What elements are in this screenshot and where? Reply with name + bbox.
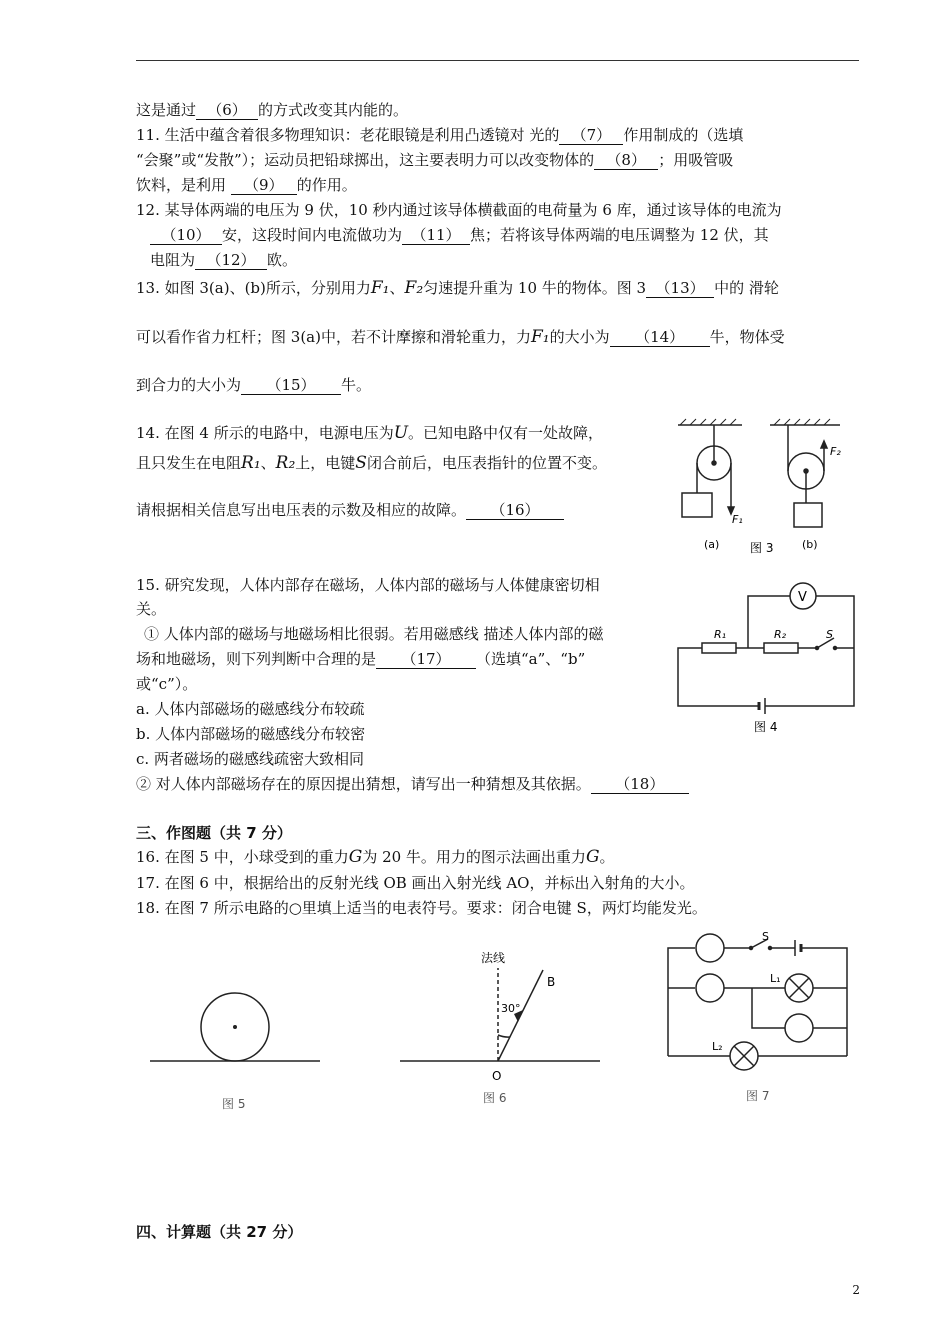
f1-label: F₁ bbox=[732, 513, 743, 526]
section-3-title: 三、作图题（共 7 分） bbox=[136, 824, 292, 842]
answer-blank: （9） bbox=[231, 176, 297, 195]
point-o-label: O bbox=[492, 1069, 502, 1083]
angle-label: 30° bbox=[501, 1002, 521, 1015]
answer-blank: （17） bbox=[376, 650, 476, 669]
question-18: 18. 在图 7 所示电路的○里填上适当的电表符号。要求：闭合电键 S，两灯均能发光。 bbox=[136, 899, 707, 917]
question-15-line2: 关。 bbox=[136, 600, 167, 618]
figure-7 bbox=[660, 930, 860, 1110]
r2-label: R₂ bbox=[774, 628, 787, 641]
option-c: c. 两者磁场的磁感线疏密大致相同 bbox=[136, 750, 364, 768]
figure-4 bbox=[670, 578, 865, 738]
question-12-line1: 12. 某导体两端的电压为 9 伏，10 秒内通过该导体横截面的电荷量为 6 库，通过该导体的电流为 bbox=[136, 201, 782, 219]
answer-blank: （6） bbox=[196, 101, 258, 120]
question-13-line1: 13. 如图 3(a)、(b)所示，分别用力F₁、F₂匀速提升重为 10 牛的物体。图 3 （13） 中的 滑轮 bbox=[136, 278, 779, 298]
question-14-line1: 14. 在图 4 所示的电路中，电源电压为U。已知电路中仅有一处故障， bbox=[136, 423, 604, 443]
answer-blank: （8） bbox=[594, 151, 658, 170]
question-14-line3: 请根据相关信息写出电压表的示数及相应的故障。 （16） bbox=[136, 500, 564, 520]
figure-5-caption: 图 5 bbox=[222, 1097, 246, 1111]
caption-b: (b) bbox=[802, 538, 818, 551]
caption-a: (a) bbox=[704, 538, 720, 551]
answer-blank: （14） bbox=[610, 328, 710, 347]
figure-6-caption: 图 6 bbox=[483, 1091, 507, 1105]
answer-blank: （16） bbox=[466, 501, 564, 520]
switch-label: S bbox=[762, 930, 769, 943]
question-13-line2: 可以看作省力杠杆；图 3(a)中，若不计摩擦和滑轮重力，力F₁的大小为 （14） 牛，物体受 bbox=[136, 327, 785, 347]
option-a: a. 人体内部磁场的磁感线分布较疏 bbox=[136, 700, 365, 718]
figure-3 bbox=[670, 415, 860, 560]
point-b-label: B bbox=[547, 975, 556, 989]
question-15-line6: ② 对人体内部磁场存在的原因提出猜想，请写出一种猜想及其依据。 （18） bbox=[136, 774, 689, 794]
lamp-l1-label: L₁ bbox=[770, 972, 781, 985]
answer-blank: （12） bbox=[195, 251, 267, 270]
question-17: 17. 在图 6 中，根据给出的反射光线 OB 画出入射光线 AO，并标出入射角的大小。 bbox=[136, 874, 695, 892]
figure-4-caption: 图 4 bbox=[754, 720, 778, 734]
header-rule bbox=[136, 60, 859, 61]
question-11-line1: 11. 生活中蕴含着很多物理知识：老花眼镜是利用凸透镜对 光的 （7） 作用制成的（选填 bbox=[136, 126, 744, 144]
question-15-line5: 或“c”）。 bbox=[136, 675, 198, 693]
question-11-line3: 饮料，是利用 （9） 的作用。 bbox=[136, 176, 357, 194]
question-15-line1: 15. 研究发现，人体内部存在磁场，人体内部的磁场与人体健康密切相 bbox=[136, 576, 600, 594]
r1-label: R₁ bbox=[714, 628, 727, 641]
answer-blank: （13） bbox=[646, 279, 714, 298]
option-b: b. 人体内部磁场的磁感线分布较密 bbox=[136, 725, 366, 743]
question-11-line2: “会聚”或“发散”）；运动员把铅球掷出，这主要表明力可以改变物体的 （8） ；用吸管吸 bbox=[136, 151, 734, 169]
question-15-line3: ① 人体内部的磁场与地磁场相比很弱。若用磁感线 描述人体内部的磁 bbox=[144, 625, 604, 643]
figure-7-caption: 图 7 bbox=[746, 1089, 770, 1103]
figure-3-caption: 图 3 bbox=[750, 541, 774, 555]
page-number: 2 bbox=[852, 1283, 860, 1297]
question-12-line3: 电阻为 （12） 欧。 bbox=[150, 251, 298, 269]
switch-label: S bbox=[826, 628, 833, 641]
normal-label: 法线 bbox=[481, 951, 506, 965]
text-line: 这是通过 （6） 的方式改变其内能的。 bbox=[136, 101, 409, 119]
figure-6 bbox=[395, 940, 605, 1110]
question-15-line4: 场和地磁场，则下列判断中合理的是 （17） （选填“a”、“b” bbox=[136, 650, 586, 668]
answer-blank: （11） bbox=[402, 226, 470, 245]
figure-5 bbox=[140, 990, 330, 1120]
answer-blank: （18） bbox=[591, 775, 689, 794]
f2-label: F₂ bbox=[830, 445, 841, 458]
answer-blank: （15） bbox=[241, 376, 341, 395]
answer-blank: （10） bbox=[150, 226, 222, 245]
section-4-title: 四、计算题（共 27 分） bbox=[136, 1223, 303, 1241]
answer-blank: （7） bbox=[559, 126, 623, 145]
question-16: 16. 在图 5 中，小球受到的重力G为 20 牛。用力的图示法画出重力G。 bbox=[136, 847, 615, 867]
question-14-line2: 且只发生在电阻R₁、R₂上，电键S闭合前后，电压表指针的位置不变。 bbox=[136, 453, 607, 473]
question-12-line2: （10） 安，这段时间内电流做功为 （11） 焦；若将该导体两端的电压调整为 12 伏，其 bbox=[150, 225, 769, 245]
voltmeter-label: V bbox=[798, 590, 807, 605]
lamp-l2-label: L₂ bbox=[712, 1040, 723, 1053]
question-13-line3: 到合力的大小为 （15） 牛。 bbox=[136, 376, 372, 394]
